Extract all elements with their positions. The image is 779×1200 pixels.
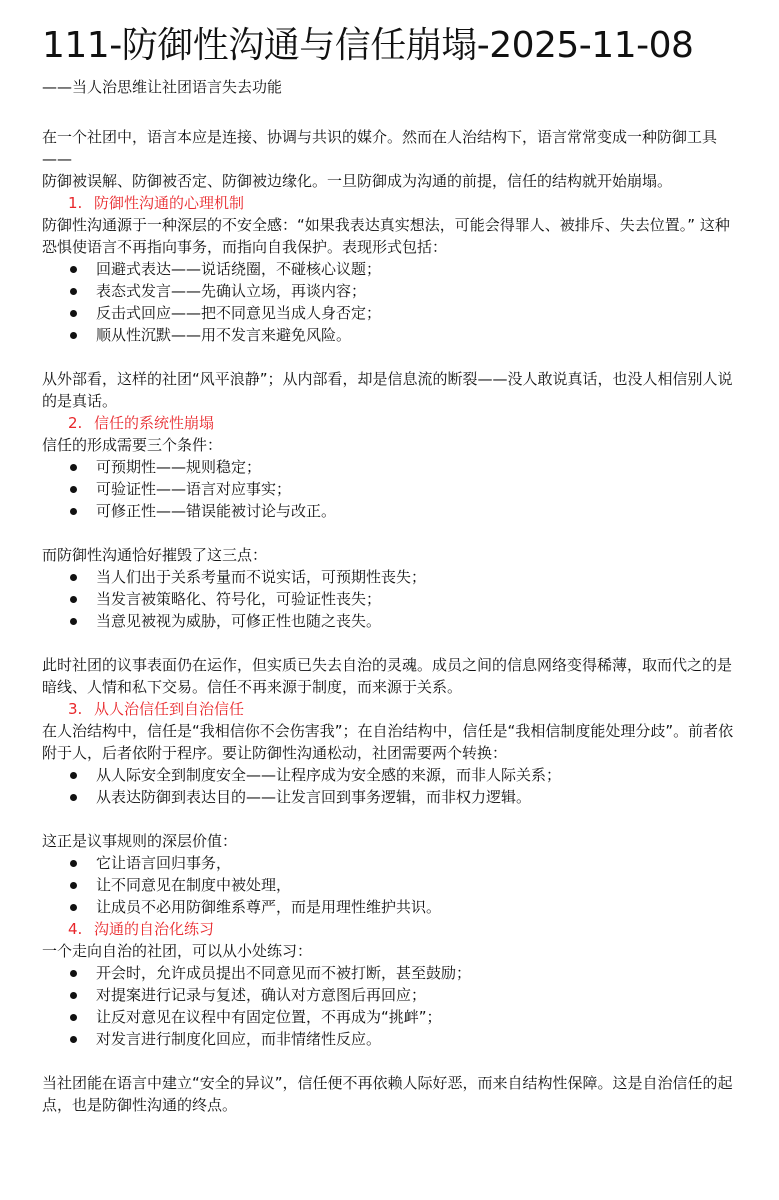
list-item: 从人际安全到制度安全——让程序成为安全感的来源，而非人际关系； — [68, 764, 743, 786]
section-4-heading — [42, 918, 743, 940]
list-item: 让成员不必用防御维系尊严，而是用理性维护共识。 — [68, 896, 743, 918]
list-item: 反击式回应——把不同意见当成人身否定； — [68, 302, 743, 324]
section-1-paragraph-1: 防御性沟通源于一种深层的不安全感：“如果我表达真实想法，可能会得罪人、被排斥、失去位置。” 这种恐惧使语言不再指向事务，而指向自我保护。表现形式包括： — [42, 216, 730, 256]
section-4-bullet-list — [42, 962, 743, 1050]
section-4-title: 沟通的自治化练习 — [94, 920, 215, 938]
section-3-heading — [42, 698, 743, 720]
list-item: 回避式表达——说话绕圈，不碰核心议题； — [68, 258, 743, 280]
section-1-paragraph-2: 从外部看，这样的社团“风平浪静”；从内部看，却是信息流的断裂——没人敢说真话，也没人相信别人说的是真话。 — [42, 370, 733, 410]
section-1-title: 防御性沟通的心理机制 — [94, 194, 245, 212]
section-2-bullet-list-1 — [42, 456, 743, 522]
section-4-paragraph-1: 一个走向自治的社团，可以从小处练习： — [42, 942, 313, 960]
section-2-number: 2. — [68, 414, 83, 432]
section-3-title: 从人治信任到自治信任 — [94, 700, 245, 718]
section-4-paragraph-2: 当社团能在语言中建立“安全的异议”，信任便不再依赖人际好恶，而来自结构性保障。这是自治信任的起点，也是防御性沟通的终点。 — [42, 1074, 733, 1114]
section-2-bullet-list-2 — [42, 566, 743, 632]
section-2-title: 信任的系统性崩塌 — [94, 414, 215, 432]
list-item: 让反对意见在议程中有固定位置，不再成为“挑衅”； — [68, 1006, 743, 1028]
section-2-paragraph-3: 此时社团的议事表面仍在运作，但实质已失去自治的灵魂。成员之间的信息网络变得稀薄，取而代之的是暗线、人情和私下交易。信任不再来源于制度，而来源于关系。 — [42, 656, 733, 696]
section-3-paragraph-1: 在人治结构中，信任是“我相信你不会伤害我”；在自治结构中，信任是“我相信制度能处理分歧”。前者依附于人，后者依附于程序。要让防御性沟通松动，社团需要两个转换： — [42, 722, 734, 762]
list-item: 当发言被策略化、符号化，可验证性丧失； — [68, 588, 743, 610]
section-2-heading — [42, 412, 743, 434]
section-3-bullet-list-2 — [42, 852, 743, 918]
list-item: 顺从性沉默——用不发言来避免风险。 — [68, 324, 743, 346]
section-4-number: 4. — [68, 920, 83, 938]
section-1-number: 1. — [68, 194, 83, 212]
section-3-bullet-list-1 — [42, 764, 743, 808]
list-item: 可修正性——错误能被讨论与改正。 — [68, 500, 743, 522]
document-subtitle: ——当人治思维让社团语言失去功能 — [42, 78, 283, 96]
section-1-heading — [42, 192, 743, 214]
list-item: 可预期性——规则稳定； — [68, 456, 743, 478]
section-1-bullet-list — [42, 258, 743, 346]
intro-paragraph: 在一个社团中，语言本应是连接、协调与共识的媒介。然而在人治结构下，语言常常变成一种防御工具—— — [42, 128, 718, 168]
intro-paragraph-2: 防御被误解、防御被否定、防御被边缘化。一旦防御成为沟通的前提，信任的结构就开始崩塌。 — [42, 172, 673, 190]
list-item: 从表达防御到表达目的——让发言回到事务逻辑，而非权力逻辑。 — [68, 786, 743, 808]
list-item: 对提案进行记录与复述，确认对方意图后再回应； — [68, 984, 743, 1006]
document-title: 111-防御性沟通与信任崩塌-2025-11-08 — [42, 25, 694, 66]
list-item: 可验证性——语言对应事实； — [68, 478, 743, 500]
section-2-paragraph-1: 信任的形成需要三个条件： — [42, 436, 223, 454]
list-item: 让不同意见在制度中被处理， — [68, 874, 743, 896]
section-2-paragraph-2: 而防御性沟通恰好摧毁了这三点： — [42, 546, 268, 564]
list-item: 表态式发言——先确认立场，再谈内容； — [68, 280, 743, 302]
list-item: 当意见被视为威胁，可修正性也随之丧失。 — [68, 610, 743, 632]
section-3-paragraph-2: 这正是议事规则的深层价值： — [42, 832, 238, 850]
list-item: 当人们出于关系考量而不说实话，可预期性丧失； — [68, 566, 743, 588]
list-item: 它让语言回归事务， — [68, 852, 743, 874]
section-3-number: 3. — [68, 700, 83, 718]
list-item: 开会时，允许成员提出不同意见而不被打断，甚至鼓励； — [68, 962, 743, 984]
list-item: 对发言进行制度化回应，而非情绪性反应。 — [68, 1028, 743, 1050]
